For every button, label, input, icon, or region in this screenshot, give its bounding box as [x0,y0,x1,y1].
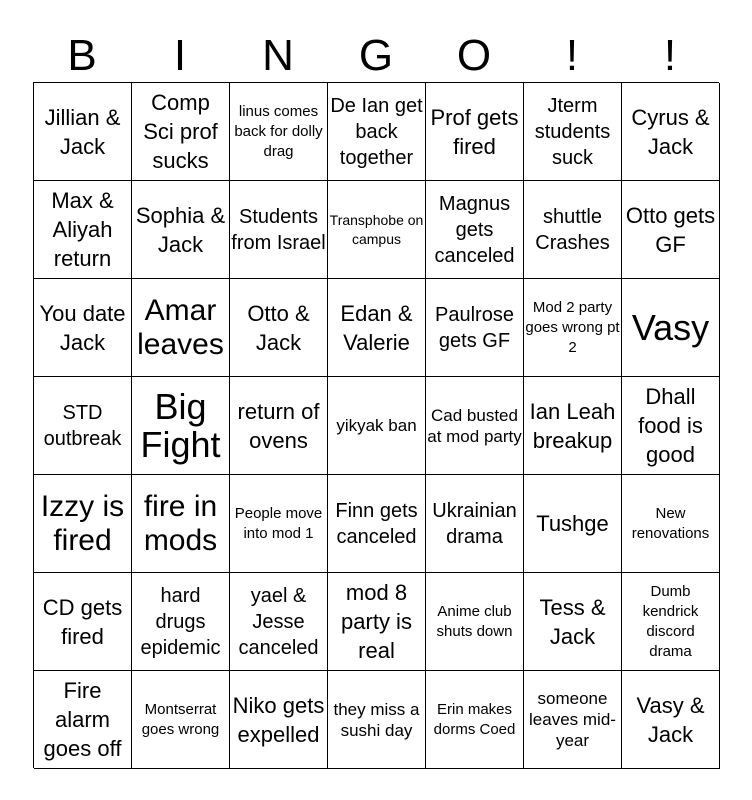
bingo-cell[interactable] [132,671,230,769]
bingo-cell[interactable] [132,573,230,671]
bingo-cell[interactable] [34,475,132,573]
cell-text: People move into mod 1 [234,504,323,542]
bingo-cell[interactable] [426,377,524,475]
bingo-cell[interactable] [524,279,622,377]
bingo-cell[interactable] [524,573,622,671]
cell-text: Big Fight [140,385,221,465]
cell-text: STD outbreak [43,401,122,450]
cell-text: Niko gets expelled [232,692,325,747]
bingo-cell[interactable] [426,573,524,671]
cell-text: shuttle Crashes [535,205,610,254]
bingo-cell[interactable] [622,83,720,181]
bingo-cell[interactable] [524,475,622,573]
bingo-cell[interactable] [328,573,426,671]
cell-text: yael & Jesse canceled [238,584,319,659]
cell-text: linus comes back for dolly drag [234,102,323,160]
bingo-cell[interactable] [426,671,524,769]
bingo-cell[interactable] [132,181,230,279]
bingo-cell[interactable] [34,279,132,377]
bingo-cell[interactable] [34,377,132,475]
cell-text: Tushge [536,511,609,536]
cell-text: Dhall food is good [638,384,703,467]
cell-text: Izzy is fired [40,489,125,557]
title-exclamation-1: ! [565,31,579,80]
cell-text: Mod 2 party goes wrong pt 2 [525,298,620,356]
bingo-cell[interactable] [622,671,720,769]
cell-text: Edan & Valerie [340,300,413,355]
bingo-cell[interactable] [132,279,230,377]
bingo-cell[interactable] [524,671,622,769]
bingo-cell[interactable] [622,475,720,573]
bingo-cell[interactable] [524,83,622,181]
cell-text: return of ovens [237,398,320,453]
cell-text: mod 8 party is real [341,580,412,663]
bingo-cell[interactable] [230,475,328,573]
cell-text: Cyrus & Jack [631,104,710,159]
cell-text: Amar leaves [137,293,224,361]
bingo-cell[interactable] [230,83,328,181]
bingo-cell[interactable] [524,377,622,475]
cell-text: Paulrose gets GF [435,303,514,352]
bingo-cell[interactable] [328,83,426,181]
cell-text: You date Jack [39,300,126,355]
bingo-cell[interactable] [328,475,426,573]
cell-text: Anime club shuts down [436,602,513,640]
bingo-cell[interactable] [230,671,328,769]
cell-text: Ian Leah breakup [529,398,616,453]
cell-text: Finn gets canceled [335,499,418,548]
cell-text: someone leaves mid-year [529,689,616,750]
cell-text: hard drugs epidemic [140,584,221,659]
bingo-cell[interactable] [426,181,524,279]
bingo-cell[interactable] [426,83,524,181]
bingo-cell[interactable] [34,181,132,279]
bingo-cell[interactable] [328,671,426,769]
cell-text: Sophia & Jack [135,202,226,257]
bingo-cell[interactable] [230,279,328,377]
bingo-cell[interactable] [132,83,230,181]
cell-text: Ukrainian drama [432,499,517,548]
title-letter-o: O [456,31,492,80]
cell-text: they miss a sushi day [333,699,420,740]
bingo-cell[interactable] [328,181,426,279]
cell-text: Fire alarm goes off [43,678,122,761]
bingo-cell[interactable] [426,475,524,573]
title-letter-g: G [358,31,394,80]
cell-text: Vasy [631,306,710,348]
bingo-cell[interactable] [230,573,328,671]
cell-text: Transphobe on campus [329,211,424,247]
cell-text: fire in mods [143,489,218,557]
title-exclamation-2: ! [663,31,677,80]
cell-text: Jillian & Jack [44,104,121,159]
cell-text: Jterm students suck [534,94,611,169]
cell-text: Cad busted at mod party [427,405,522,446]
bingo-cell[interactable] [622,181,720,279]
bingo-cell[interactable] [328,279,426,377]
bingo-cell[interactable] [622,573,720,671]
cell-text: Tess & Jack [539,594,606,649]
bingo-cell[interactable] [328,377,426,475]
cell-text: Magnus gets canceled [434,192,515,267]
bingo-cell[interactable] [524,181,622,279]
cell-text: Montserrat goes wrong [141,700,220,738]
cell-text: De Ian get back together [330,94,423,169]
bingo-cell[interactable] [132,377,230,475]
cell-text: Vasy & Jack [636,692,705,747]
cell-text: Prof gets fired [430,104,519,159]
cell-text: Max & Aliyah return [51,188,114,271]
title-letter-b: B [67,31,97,80]
bingo-cell[interactable] [230,181,328,279]
title-letter-i: I [173,31,187,80]
cell-text: CD gets fired [42,594,123,649]
title-letter-n: N [262,31,294,80]
bingo-cell[interactable] [34,83,132,181]
cell-text: Otto & Jack [247,300,310,355]
bingo-cell[interactable] [622,377,720,475]
bingo-title [33,30,719,82]
cell-text: yikyak ban [336,416,417,435]
cell-text: Comp Sci prof sucks [143,90,218,173]
bingo-cell[interactable] [622,279,720,377]
bingo-cell[interactable] [132,475,230,573]
bingo-cell[interactable] [34,573,132,671]
cell-text: New renovations [631,504,710,542]
cell-text: Erin makes dorms Coed [433,700,516,738]
bingo-board [33,82,719,768]
bingo-cell[interactable] [34,671,132,769]
bingo-cell[interactable] [230,377,328,475]
cell-text: Students from Israel [231,205,326,254]
cell-text: Otto gets GF [625,202,716,257]
bingo-cell[interactable] [426,279,524,377]
cell-text: Dumb kendrick discord drama [642,582,699,660]
